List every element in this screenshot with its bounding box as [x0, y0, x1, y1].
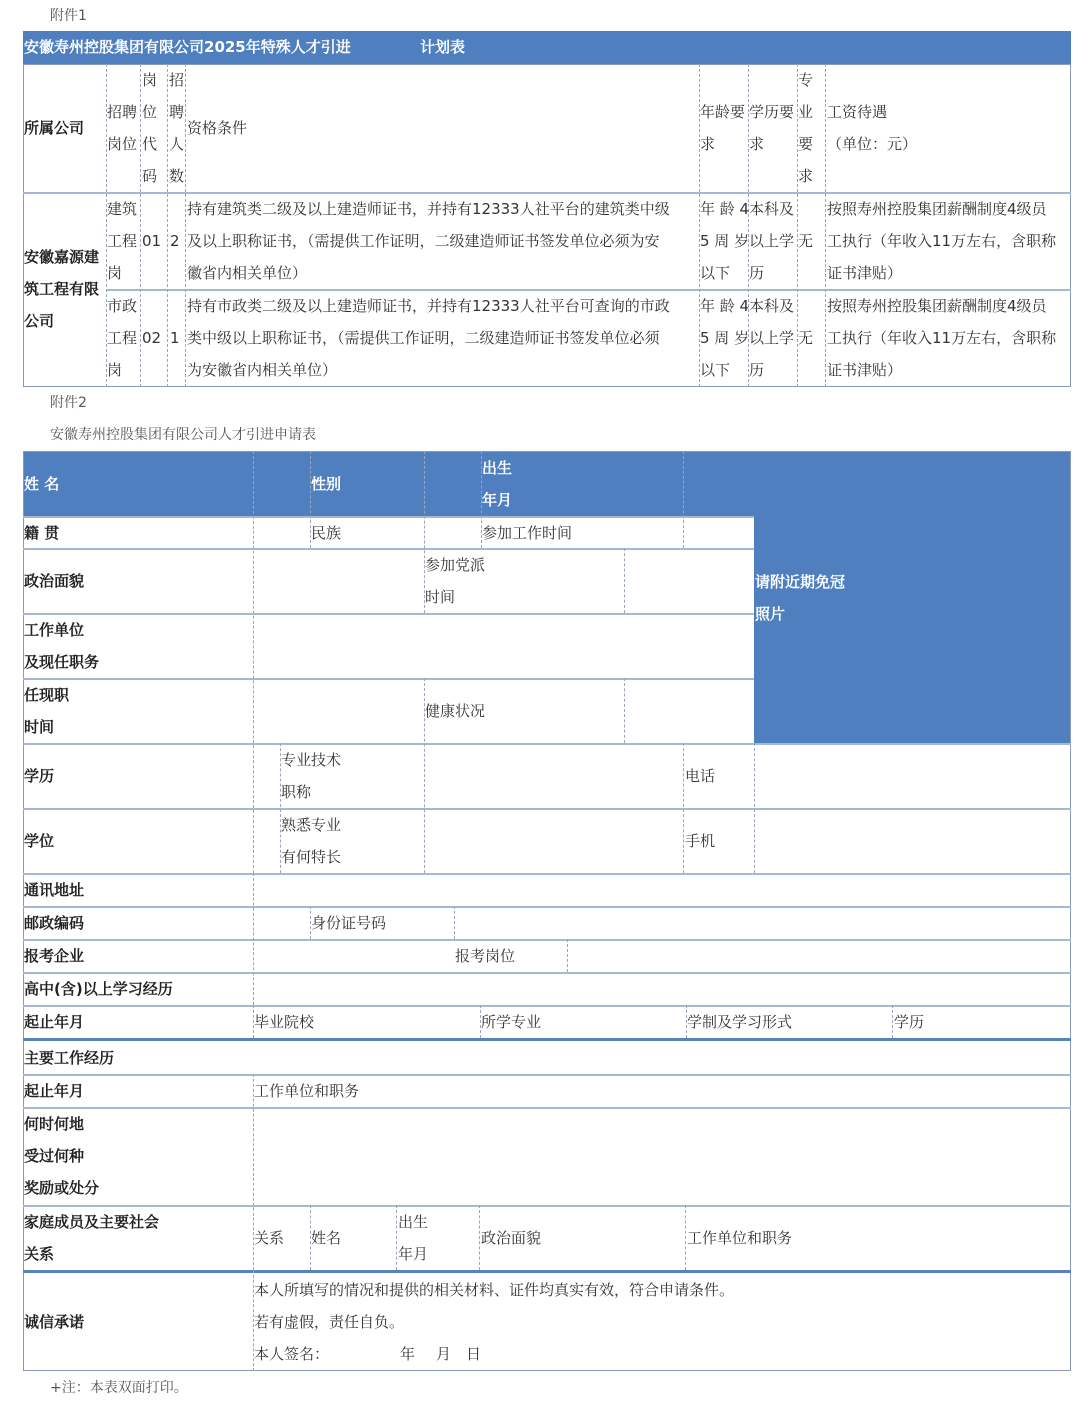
label-phone: 电话 — [685, 767, 716, 785]
col-family-birth: 年月 — [398, 1245, 429, 1263]
label-party-time: 参加党派 — [425, 556, 486, 574]
divider — [685, 1205, 686, 1270]
header-position: 招聘 — [107, 103, 138, 121]
label-tenure: 时间 — [24, 718, 55, 736]
header-age: 年龄要 — [700, 103, 746, 121]
row-position: 市政 — [107, 297, 138, 315]
header-count: 聘 — [169, 103, 185, 121]
label-apply-position: 报考岗位 — [455, 947, 516, 965]
row-major: 无 — [798, 232, 814, 250]
header-count: 招 — [169, 71, 185, 89]
row-position: 岗 — [107, 264, 123, 282]
row-count: 1 — [170, 329, 180, 347]
section-work-history: 主要工作经历 — [24, 1049, 115, 1067]
label-specialty: 熟悉专业 — [281, 816, 342, 834]
label-professional-title: 专业技术 — [281, 751, 342, 769]
row-salary: 证书津贴） — [827, 361, 903, 379]
header-count: 人 — [169, 135, 185, 153]
row-age: 年 龄 4 — [700, 297, 750, 315]
label-mobile: 手机 — [685, 832, 716, 850]
row-age: 5 周 岁 — [700, 329, 750, 347]
address-input[interactable] — [254, 875, 1070, 905]
photo-label: 照片 — [755, 605, 786, 623]
plan-table-title: 安徽寿州控股集团有限公司2025年特殊人才引进 — [24, 38, 351, 56]
signature-input[interactable] — [330, 1340, 396, 1368]
birth-input[interactable] — [684, 452, 753, 515]
date-day: 日 — [466, 1345, 482, 1363]
row-code: 02 — [142, 329, 162, 347]
row-count: 2 — [170, 232, 180, 250]
col-family-name: 姓名 — [311, 1229, 342, 1247]
label-tenure: 任现职 — [24, 686, 70, 704]
divider — [167, 64, 168, 387]
divider — [892, 1005, 893, 1038]
degree-input[interactable] — [254, 810, 279, 872]
header-qualification: 资格条件 — [187, 119, 248, 137]
row-code: 01 — [142, 232, 162, 250]
col-major: 所学专业 — [481, 1013, 542, 1031]
divider — [396, 1205, 397, 1270]
phone-input[interactable] — [755, 745, 1070, 807]
row-position: 建筑 — [107, 200, 138, 218]
row-age: 以下 — [700, 264, 731, 282]
specialty-input[interactable] — [425, 810, 682, 872]
label-address: 通讯地址 — [24, 881, 85, 899]
divider — [23, 516, 754, 518]
row-position: 工程 — [107, 329, 138, 347]
col-relation: 关系 — [254, 1229, 285, 1247]
rewards-input[interactable] — [254, 1109, 1070, 1204]
col-work-unit: 工作单位和职务 — [254, 1082, 360, 1100]
attachment1-label: 附件1 — [50, 8, 87, 24]
label-birth: 出生 — [482, 459, 513, 477]
label-work-start: 参加工作时间 — [482, 524, 573, 542]
label-family: 家庭成员及主要社会 — [24, 1213, 160, 1231]
label-name: 姓 名 — [24, 475, 60, 493]
company-name: 筑工程有限 — [24, 280, 100, 298]
label-ethnicity: 民族 — [311, 524, 342, 542]
signature-label: 本人签名： — [254, 1345, 330, 1363]
id-number-input[interactable] — [455, 908, 1070, 938]
company-name: 安徽嘉源建 — [24, 248, 100, 266]
header-major: 业 — [798, 103, 814, 121]
label-postcode: 邮政编码 — [24, 914, 85, 932]
row-salary: 工执行（年收入11万左右，含职称 — [827, 329, 1057, 347]
apply-company-input[interactable] — [254, 941, 453, 971]
row-education: 以上学 — [749, 232, 795, 250]
divider — [23, 1270, 1071, 1273]
col-school: 毕业院校 — [254, 1013, 315, 1031]
education-input[interactable] — [254, 745, 279, 807]
print-note: +注：本表双面打印。 — [50, 1380, 188, 1396]
professional-title-input[interactable] — [425, 745, 682, 807]
date-year: 年 — [400, 1345, 416, 1363]
row-age: 以下 — [700, 361, 731, 379]
plan-table-title-suffix: 计划表 — [420, 38, 466, 56]
label-apply-company: 报考企业 — [24, 947, 85, 965]
photo-label: 请附近期免冠 — [755, 573, 846, 591]
divider — [23, 1205, 1071, 1207]
apply-position-input[interactable] — [568, 941, 1070, 971]
row-major: 无 — [798, 329, 814, 347]
party-time-input[interactable] — [625, 550, 753, 612]
name-input[interactable] — [254, 452, 309, 515]
pledge-text: 若有虚假，责任自负。 — [254, 1313, 405, 1331]
label-party-time: 时间 — [425, 588, 456, 606]
row-qualification: 持有市政类二级及以上建造师证书，并持有12333人社平台可查询的市政 — [187, 297, 670, 315]
header-code: 码 — [142, 167, 158, 185]
divider — [23, 972, 1071, 974]
header-salary: （单位：元） — [827, 135, 918, 153]
row-age: 年 龄 4 — [700, 200, 750, 218]
col-work-period: 起止年月 — [24, 1082, 85, 1100]
header-major: 专 — [798, 71, 814, 89]
application-form-title: 安徽寿州控股集团有限公司人才引进申请表 — [50, 427, 316, 443]
header-count: 数 — [169, 167, 185, 185]
label-employer: 工作单位 — [24, 621, 85, 639]
divider — [23, 1038, 1071, 1041]
label-native-place: 籍 贯 — [24, 524, 60, 542]
native-place-input[interactable] — [254, 518, 309, 547]
row-qualification: 徽省内相关单位） — [187, 264, 308, 282]
row-age: 5 周 岁 — [700, 232, 750, 250]
label-rewards: 受过何种 — [24, 1147, 85, 1165]
row-qualification: 类中级以上职称证书，（需提供工作证明，二级建造师证书签发单位必须 — [187, 329, 660, 347]
row-qualification: 为安徽省内相关单位） — [187, 361, 338, 379]
section-study-history: 高中(含)以上学习经历 — [24, 980, 173, 998]
employer-input[interactable] — [254, 615, 753, 677]
row-education: 本科及 — [749, 297, 795, 315]
header-salary: 工资待遇 — [827, 103, 888, 121]
header-code: 代 — [142, 135, 158, 153]
row-salary: 按照寿州控股集团薪酬制度4级员 — [827, 297, 1047, 315]
label-employer: 及现任职务 — [24, 653, 100, 671]
postcode-input[interactable] — [254, 908, 309, 938]
row-salary: 按照寿州控股集团薪酬制度4级员 — [827, 200, 1047, 218]
header-education: 学历要 — [749, 103, 795, 121]
header-major: 要 — [798, 135, 814, 153]
label-health: 健康状况 — [425, 702, 486, 720]
divider — [825, 64, 826, 387]
divider — [479, 1205, 480, 1270]
col-family-birth: 出生 — [398, 1213, 429, 1231]
label-specialty: 有何特长 — [281, 848, 342, 866]
label-birth: 年月 — [482, 491, 513, 509]
row-education: 以上学 — [749, 329, 795, 347]
col-edu-level: 学历 — [894, 1013, 925, 1031]
label-political-status: 政治面貌 — [24, 572, 85, 590]
work-start-input[interactable] — [684, 518, 753, 547]
divider — [140, 64, 141, 387]
header-code: 位 — [142, 103, 158, 121]
ethnicity-input[interactable] — [425, 518, 480, 547]
label-education: 学历 — [24, 767, 55, 785]
col-family-political: 政治面貌 — [481, 1229, 542, 1247]
col-period: 起止年月 — [24, 1013, 85, 1031]
company-name: 公司 — [24, 312, 55, 330]
header-company: 所属公司 — [24, 119, 85, 137]
attachment2-label: 附件2 — [50, 395, 87, 411]
header-major: 求 — [798, 167, 814, 185]
label-degree: 学位 — [24, 832, 55, 850]
political-status-input[interactable] — [254, 550, 423, 612]
row-qualification: 及以上职称证书，（需提供工作证明，二级建造师证书签发单位必须为安 — [187, 232, 660, 250]
label-family: 关系 — [24, 1245, 55, 1263]
divider — [185, 64, 186, 387]
header-code: 岗 — [142, 71, 158, 89]
label-pledge: 诚信承诺 — [24, 1313, 85, 1331]
row-salary: 工执行（年收入11万左右，含职称 — [827, 232, 1057, 250]
row-education: 历 — [749, 264, 765, 282]
mobile-input[interactable] — [755, 810, 1070, 872]
divider — [683, 743, 684, 873]
label-rewards: 奖励或处分 — [24, 1179, 100, 1197]
header-age: 求 — [700, 135, 716, 153]
row-salary: 证书津贴） — [827, 264, 903, 282]
row-position: 工程 — [107, 232, 138, 250]
header-education: 求 — [749, 135, 765, 153]
header-position: 岗位 — [107, 135, 138, 153]
tenure-input[interactable] — [254, 680, 423, 742]
col-family-unit: 工作单位和职务 — [687, 1229, 793, 1247]
label-rewards: 何时何地 — [24, 1115, 85, 1133]
row-education: 历 — [749, 361, 765, 379]
row-position: 岗 — [107, 361, 123, 379]
date-month: 月 — [436, 1345, 452, 1363]
health-input[interactable] — [625, 680, 753, 742]
label-id-number: 身份证号码 — [311, 914, 387, 932]
label-gender: 性别 — [311, 475, 342, 493]
label-professional-title: 职称 — [281, 783, 312, 801]
pledge-text: 本人所填写的情况和提供的相关材料、证件均真实有效，符合申请条件。 — [254, 1281, 735, 1299]
row-qualification: 持有建筑类二级及以上建造师证书，并持有12333人社平台的建筑类中级 — [187, 200, 670, 218]
col-study-form: 学制及学习形式 — [687, 1013, 793, 1031]
gender-input[interactable] — [425, 452, 480, 515]
row-education: 本科及 — [749, 200, 795, 218]
divider — [23, 1074, 1071, 1076]
